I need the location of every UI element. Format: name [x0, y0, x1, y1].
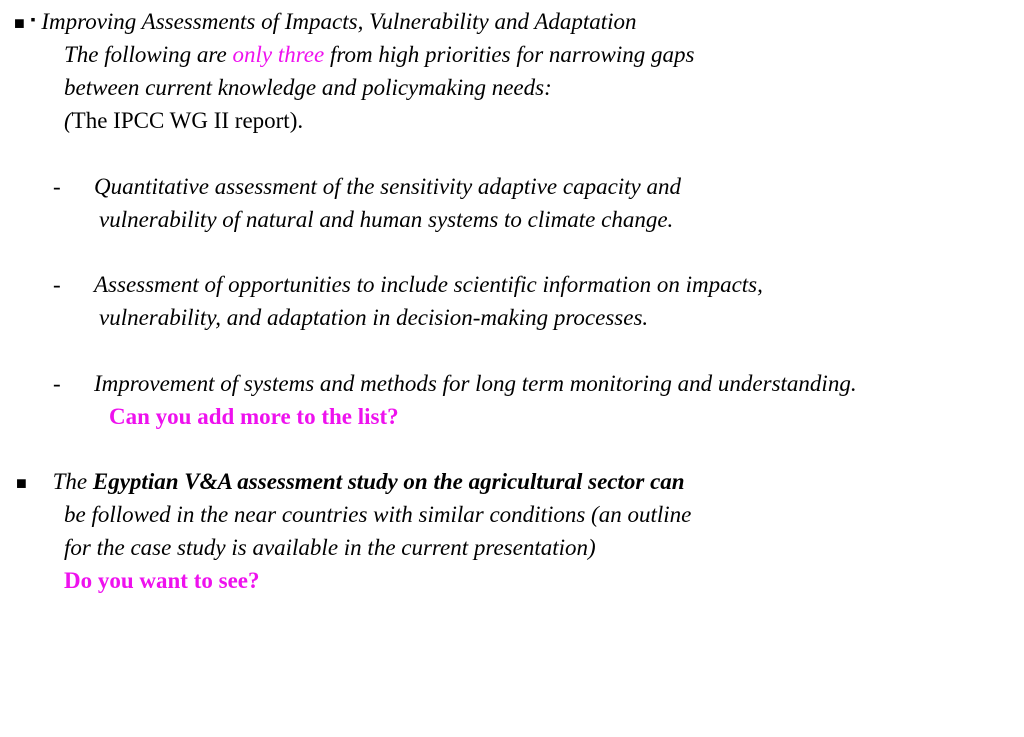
section1-line2: [64, 38, 694, 71]
list-item-1-line2: vulnerability of natural and human systems to climate change.: [99, 207, 674, 232]
list-item-2-line2: vulnerability, and adaptation in decision-making processes.: [99, 305, 649, 330]
section2-line3: for the case study is available in the current presentation): [64, 535, 596, 560]
small-square-bullet-icon: ▪: [30, 13, 36, 28]
section2-line1-start: The: [52, 469, 93, 494]
square-bullet-icon: ■: [16, 473, 27, 493]
section1-heading: Improving Assessments of Impacts, Vulnerability and Adaptation: [41, 9, 637, 34]
section2-line1: [16, 465, 685, 498]
list-item-3-line1: Improvement of systems and methods for long term monitoring and understanding.: [94, 371, 857, 396]
list-item-1-line1: Quantitative assessment of the sensitivity adaptive capacity and: [94, 174, 682, 199]
section2-line2: be followed in the near countries with similar conditions (an outline: [64, 502, 692, 527]
only-three-highlight: only three: [232, 42, 325, 67]
dash-bullet-2: -: [53, 272, 61, 297]
egyptian-study-title: Egyptian V&A assessment study on the agricultural sector can: [92, 469, 685, 494]
ipcc-source-text: The IPCC WG II report).: [71, 108, 304, 133]
dash-bullet-3: -: [53, 371, 61, 396]
want-to-see-question: Do you want to see?: [64, 568, 260, 593]
section1-line2-start: The following are: [64, 42, 233, 67]
source-open-paren: (: [64, 108, 72, 133]
section1-heading-line: [14, 5, 637, 38]
section1-line3: between current knowledge and policymaking needs:: [64, 75, 552, 100]
ipcc-source-line: [64, 104, 303, 137]
dash-bullet-1: -: [53, 174, 61, 199]
square-bullet-icon: ■: [14, 13, 25, 33]
add-more-question: Can you add more to the list?: [109, 404, 399, 429]
list-item-2-line1: Assessment of opportunities to include scientific information on impacts,: [94, 272, 763, 297]
section1-line2-end: from high priorities for narrowing gaps: [324, 42, 695, 67]
